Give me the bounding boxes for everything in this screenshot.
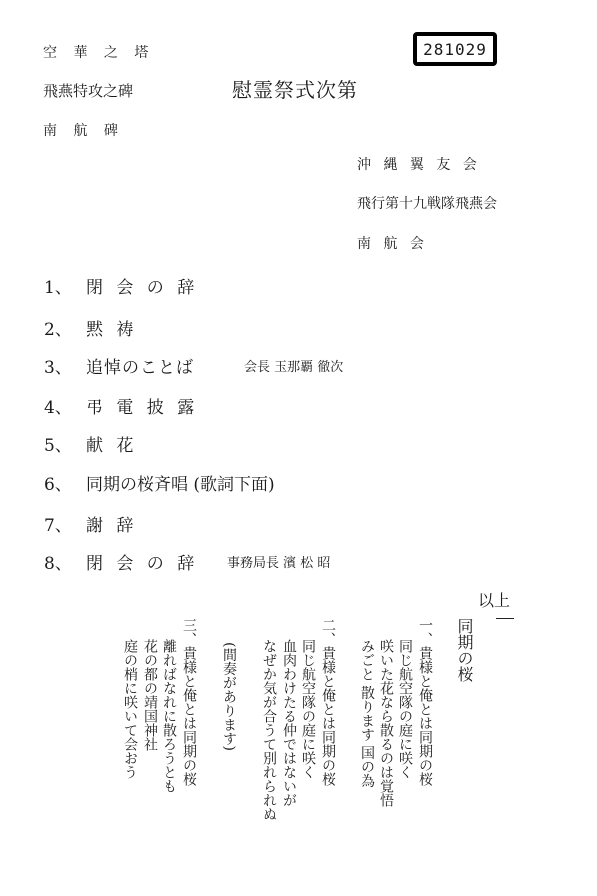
program-item	[44, 273, 199, 298]
song-verse-line: 二、貴様と俺とは同期の桜	[320, 618, 336, 786]
program-item	[44, 549, 331, 574]
song-verse-line: 同じ航空隊の庭に咲く	[300, 639, 316, 779]
document-id-box	[413, 32, 497, 66]
monument-name-1: 空 華 之 塔	[43, 45, 155, 61]
program-item	[44, 431, 138, 456]
program-number: 6、	[44, 475, 72, 495]
song-verse-line: 庭の梢に咲いて会おう	[122, 639, 138, 779]
program-item	[44, 353, 344, 378]
closing-mark: 以上	[478, 591, 511, 610]
program-label: 閉 会 の 辞	[86, 278, 199, 298]
program-speaker: 事務局長 濱 松 昭	[227, 556, 331, 571]
program-number: 5、	[44, 436, 72, 456]
song-verse-line: 血肉わけたる仲ではないが	[281, 639, 297, 807]
program-label: 献 花	[86, 436, 138, 456]
song-verse-line: 三、貴様と俺とは同期の桜	[181, 618, 197, 786]
program-speaker: 会長 玉那覇 徹次	[244, 360, 344, 375]
program-label: 弔 電 披 露	[86, 398, 199, 418]
program-number: 4、	[44, 398, 72, 418]
song-title: 同期の桜	[455, 618, 474, 682]
organizer-1: 沖 縄 翼 友 会	[357, 157, 481, 173]
program-item	[44, 315, 138, 340]
song-lyrics	[0, 618, 597, 888]
monument-name-3: 南 航 碑	[43, 123, 124, 139]
program-label: 同期の桜斉唱 (歌詞下面)	[86, 475, 275, 495]
program-number: 2、	[44, 320, 72, 340]
monument-name-2: 飛燕特攻之碑	[43, 82, 134, 100]
program-item	[44, 393, 199, 418]
program-number: 7、	[44, 516, 72, 536]
song-verse-line: 一、貴様と俺とは同期の桜	[417, 618, 433, 786]
program-item	[44, 470, 275, 495]
song-interlude-note: (間奏があります)	[221, 642, 237, 751]
organizer-2: 飛行第十九戦隊飛燕会	[357, 196, 497, 212]
program-number: 3、	[44, 358, 72, 378]
song-verse-line: 咲いた花なら散るのは覚悟	[378, 639, 394, 807]
song-verse-line: 花の都の靖国神社	[142, 639, 158, 751]
program-label: 追悼のことば	[86, 358, 194, 378]
page-title: 慰霊祭式次第	[232, 78, 358, 102]
program-item	[44, 511, 138, 536]
organizer-3: 南 航 会	[357, 236, 428, 252]
program-label: 謝 辞	[86, 516, 138, 536]
song-verse-line: なぜか気が合うて別れられぬ	[261, 639, 277, 821]
program-label: 閉 会 の 辞	[86, 554, 199, 574]
program-number: 1、	[44, 278, 72, 298]
program-label: 黙 祷	[86, 320, 138, 340]
document-id: 281029	[423, 39, 487, 59]
song-verse-line: 離ればなれに散ろうとも	[161, 639, 177, 793]
song-verse-line: みごと 散ります 国の為	[359, 639, 375, 788]
program-number: 8、	[44, 554, 72, 574]
song-verse-line: 同じ航空隊の庭に咲く	[397, 639, 413, 779]
